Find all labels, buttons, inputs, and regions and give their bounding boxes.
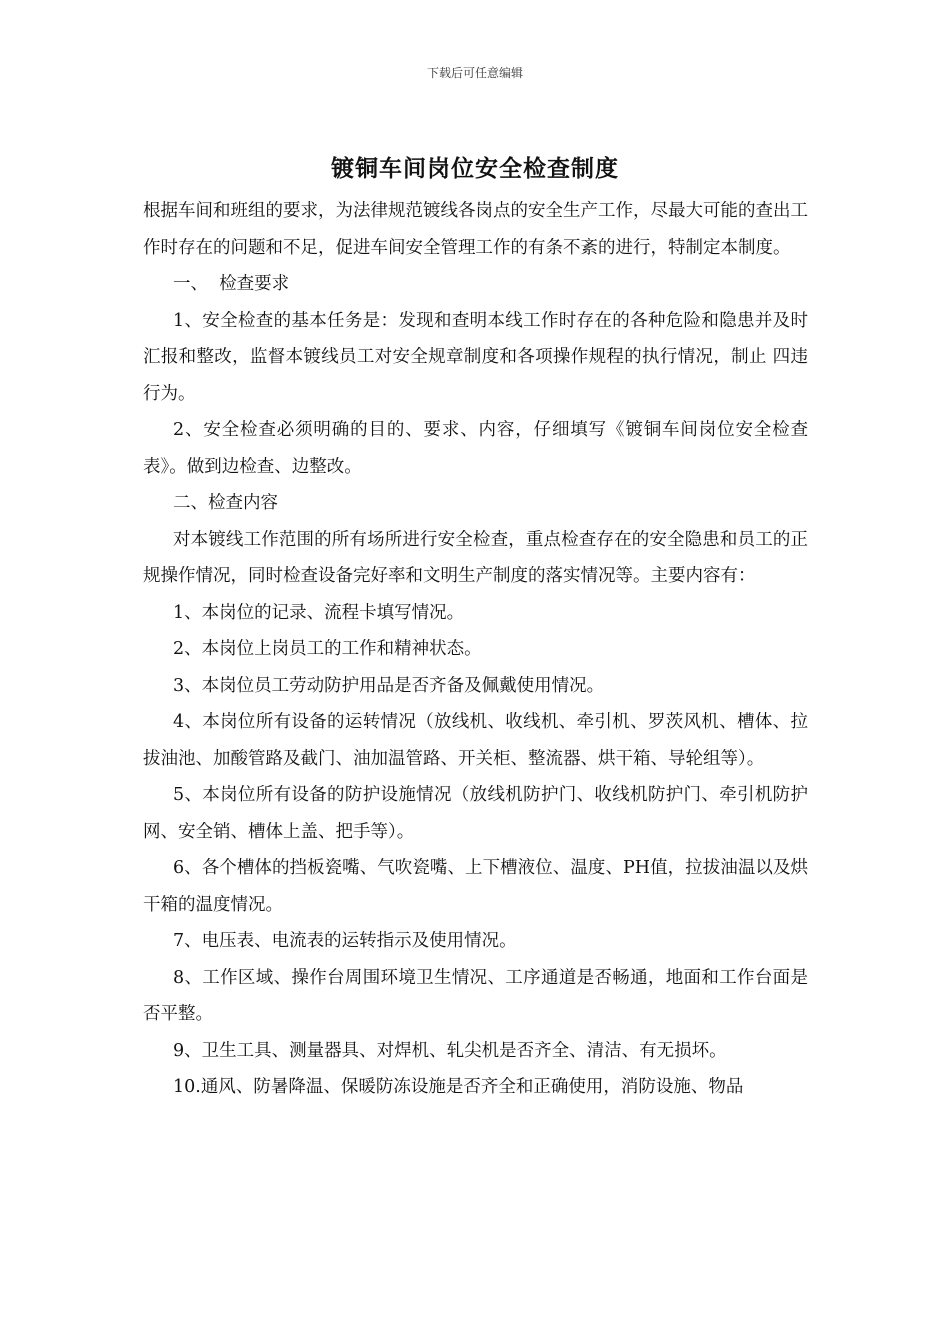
section-2-item: 4、本岗位所有设备的运转情况（放线机、收线机、牵引机、罗茨风机、槽体、拉拔油池、加酸管路及截门、油加温管路、开关柜、整流器、烘干箱、导轮组等）。 bbox=[143, 712, 808, 769]
section-1-item: 2、安全检查必须明确的目的、要求、内容，仔细填写《镀铜车间岗位安全检查表》。做到边检查、边整改。 bbox=[143, 420, 808, 477]
section-2-item: 7、电压表、电流表的运转指示及使用情况。 bbox=[173, 931, 517, 951]
section-2-intro: 对本镀线工作范围的所有场所进行安全检查，重点检查存在的安全隐患和员工的正规操作情况，同时检查设备完好率和文明生产制度的落实情况等。主要内容有： bbox=[143, 529, 808, 586]
section-2-item: 1、本岗位的记录、流程卡填写情况。 bbox=[173, 602, 465, 623]
section-1-item: 1、安全检查的基本任务是：发现和查明本线工作时存在的各种危险和隐患并及时汇报和整改，监督本镀线员工对安全规章制度和各项操作规程的执行情况，制止 四违 行为。 bbox=[143, 310, 808, 404]
section-2-item: 10.通风、防暑降温、保暖防冻设施是否齐全和正确使用，消防设施、物品 bbox=[173, 1077, 744, 1097]
intro-paragraph: 根据车间和班组的要求，为法律规范镀线各岗点的安全生产工作，尽最大可能的查出工作时存在的问题和不足，促进车间安全管理工作的有条不紊的进行，特制定本制度。 bbox=[143, 201, 808, 258]
section-2-item: 6、各个槽体的挡板瓷嘴、气吹瓷嘴、上下槽液位、温度、PH值，拉拔油温以及烘干箱的温度情况。 bbox=[143, 858, 808, 915]
section-2-item: 3、本岗位员工劳动防护用品是否齐备及佩戴使用情况。 bbox=[173, 675, 605, 696]
section-2-item: 9、卫生工具、测量器具、对焊机、轧尖机是否齐全、清洁、有无损坏。 bbox=[173, 1040, 727, 1061]
header-note: 下载后可任意编辑 bbox=[426, 66, 523, 80]
document-title: 镀铜车间岗位安全检查制度 bbox=[331, 155, 619, 182]
section-2-item: 5、本岗位所有设备的防护设施情况（放线机防护门、收线机防护门、牵引机防护网、安全销、槽体上盖、把手等）。 bbox=[143, 785, 808, 842]
section-2-item: 8、工作区域、操作台周围环境卫生情况、工序通道是否畅通，地面和工作台面是否平整。 bbox=[143, 967, 808, 1024]
document-body bbox=[143, 193, 808, 1106]
section-2-heading: 二、检查内容 bbox=[173, 493, 278, 513]
section-2-item: 2、本岗位上岗员工的工作和精神状态。 bbox=[173, 639, 482, 659]
section-1-heading: 一、 检查要求 bbox=[173, 274, 290, 294]
